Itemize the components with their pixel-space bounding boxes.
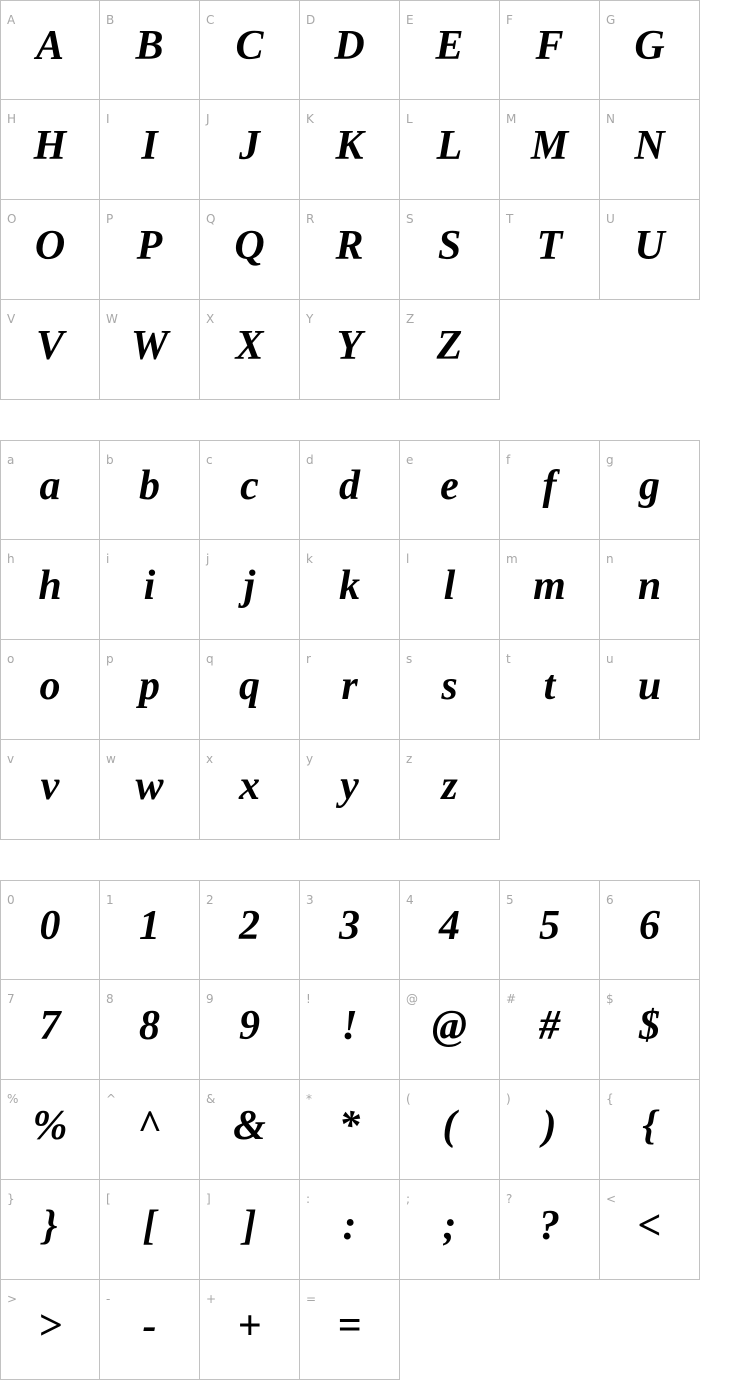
glyph-cell (100, 980, 200, 1080)
glyph-preview: > (38, 1302, 62, 1349)
cell-character-label: f (506, 453, 511, 467)
glyph-preview: ) (542, 1102, 557, 1149)
glyph-preview: T (536, 222, 563, 269)
glyph-preview: G (634, 23, 665, 69)
glyph-cell (100, 0, 200, 100)
glyph-cell (600, 540, 700, 640)
glyph-cell (300, 980, 400, 1080)
glyph-preview: I (141, 122, 158, 169)
charmap-row (0, 540, 740, 640)
cell-character-label: 9 (206, 992, 214, 1006)
glyph-cell (400, 980, 500, 1080)
glyph-cell (500, 100, 600, 200)
cell-character-label: V (7, 312, 16, 326)
cell-character-label: i (106, 552, 110, 566)
glyph-cell (300, 1080, 400, 1180)
glyph-cell (100, 1280, 200, 1380)
glyph-cell (100, 540, 200, 640)
glyph-preview: Z (436, 322, 463, 369)
glyph-cell (100, 100, 200, 200)
glyph-cell (600, 0, 700, 100)
cell-character-label: ] (206, 1192, 211, 1206)
glyph-preview: - (142, 1302, 157, 1349)
glyph-cell (500, 980, 600, 1080)
glyph-preview: m (533, 562, 566, 609)
cell-character-label: w (106, 752, 116, 766)
glyph-preview: ! (341, 1002, 358, 1049)
charmap-row (0, 880, 740, 980)
glyph-preview: N (634, 122, 665, 169)
glyph-cell (500, 1180, 600, 1280)
cell-character-label: P (106, 212, 114, 226)
glyph-preview: H (33, 122, 67, 169)
glyph-cell (100, 1080, 200, 1180)
cell-character-label: d (306, 453, 314, 467)
glyph-cell (200, 1080, 300, 1180)
glyph-cell (600, 1180, 700, 1280)
cell-character-label: 0 (7, 893, 15, 907)
glyph-preview: z (441, 762, 458, 809)
glyph-preview: O (34, 222, 66, 269)
cell-character-label: $ (606, 992, 614, 1006)
glyph-cell (400, 1180, 500, 1280)
cell-character-label: W (106, 312, 118, 326)
charmap-row (0, 1180, 740, 1280)
glyph-cell (300, 300, 400, 400)
glyph-cell (0, 440, 100, 540)
glyph-cell (600, 980, 700, 1080)
cell-character-label: Z (406, 312, 415, 326)
glyph-preview: < (637, 1202, 662, 1249)
glyph-preview: = (337, 1302, 362, 1349)
cell-character-label: 8 (106, 992, 114, 1006)
cell-character-label: < (606, 1192, 617, 1206)
glyph-cell (400, 540, 500, 640)
glyph-cell (300, 200, 400, 300)
cell-character-label: F (506, 13, 513, 27)
charmap-row (0, 440, 740, 540)
glyph-cell (0, 100, 100, 200)
glyph-cell (300, 100, 400, 200)
glyph-preview: c (240, 463, 259, 509)
glyph-cell (400, 1080, 500, 1180)
cell-character-label: 5 (506, 893, 514, 907)
glyph-preview: } (42, 1202, 58, 1249)
glyph-preview: C (235, 23, 264, 69)
charmap-row (0, 200, 740, 300)
cell-character-label: X (206, 312, 215, 326)
cell-character-label: + (206, 1292, 217, 1306)
glyph-preview: $ (639, 1002, 660, 1049)
cell-character-label: & (206, 1092, 216, 1106)
cell-character-label: B (106, 13, 115, 27)
glyph-preview: D (334, 23, 365, 69)
glyph-preview: x (239, 762, 260, 809)
cell-character-label: O (7, 212, 17, 226)
cell-character-label: Y (306, 312, 314, 326)
glyph-preview: V (35, 322, 64, 369)
cell-character-label: ? (506, 1192, 513, 1206)
glyph-cell (400, 100, 500, 200)
cell-character-label: = (306, 1292, 317, 1306)
glyph-cell (600, 640, 700, 740)
cell-character-label: v (7, 752, 15, 766)
cell-character-label: K (306, 112, 314, 126)
glyph-cell (600, 440, 700, 540)
glyph-preview: % (32, 1102, 68, 1149)
glyph-preview: Y (336, 322, 363, 369)
cell-character-label: z (406, 752, 413, 766)
cell-character-label: M (506, 112, 517, 126)
cell-character-label: * (306, 1092, 312, 1106)
cell-character-label: A (7, 13, 16, 27)
glyph-preview: y (340, 762, 359, 809)
cell-character-label: ! (306, 992, 311, 1006)
glyph-preview: [ (142, 1202, 157, 1249)
glyph-cell (0, 980, 100, 1080)
glyph-cell (400, 640, 500, 740)
glyph-preview: ? (539, 1202, 560, 1249)
glyph-cell (200, 440, 300, 540)
cell-character-label: e (406, 453, 414, 467)
cell-character-label: R (306, 212, 315, 226)
glyph-cell (200, 980, 300, 1080)
cell-character-label: n (606, 552, 614, 566)
cell-character-label: t (506, 652, 511, 666)
glyph-cell (500, 200, 600, 300)
glyph-cell (500, 440, 600, 540)
glyph-preview: 2 (239, 903, 260, 949)
cell-character-label: y (306, 752, 314, 766)
glyph-preview: P (136, 222, 163, 269)
glyph-preview: n (637, 562, 662, 609)
cell-character-label: b (106, 453, 114, 467)
cell-character-label: ; (406, 1192, 411, 1206)
cell-character-label: r (306, 652, 311, 666)
glyph-cell (200, 1180, 300, 1280)
cell-character-label: > (7, 1292, 18, 1306)
glyph-preview: @ (432, 1002, 467, 1049)
glyph-cell (0, 1180, 100, 1280)
glyph-cell (500, 540, 600, 640)
glyph-cell (300, 1180, 400, 1280)
cell-character-label: G (606, 13, 616, 27)
glyph-preview: & (233, 1102, 266, 1149)
glyph-preview: t (543, 662, 556, 709)
glyph-preview: q (239, 662, 260, 709)
cell-character-label: Q (206, 212, 216, 226)
glyph-cell (400, 740, 500, 840)
glyph-cell (100, 300, 200, 400)
glyph-preview: j (243, 562, 256, 609)
glyph-preview: o (39, 662, 61, 709)
glyph-cell (600, 1080, 700, 1180)
glyph-cell (400, 440, 500, 540)
glyph-preview: * (339, 1102, 360, 1149)
glyph-preview: h (38, 562, 62, 609)
glyph-cell (200, 1280, 300, 1380)
cell-character-label: @ (406, 992, 418, 1006)
glyph-preview: s (441, 662, 458, 709)
cell-character-label: x (206, 752, 214, 766)
glyph-preview: 6 (639, 903, 660, 949)
cell-character-label: U (606, 212, 615, 226)
glyph-cell (200, 200, 300, 300)
glyph-preview: L (436, 122, 463, 169)
cell-character-label: ^ (106, 1092, 117, 1106)
glyph-cell (100, 740, 200, 840)
glyph-preview: U (634, 222, 665, 269)
glyph-preview: 3 (339, 903, 360, 949)
cell-character-label: 6 (606, 893, 614, 907)
cell-character-label: 4 (406, 893, 414, 907)
cell-character-label: ) (506, 1092, 511, 1106)
charmap-row (0, 980, 740, 1080)
cell-character-label: # (506, 992, 517, 1006)
glyph-cell (300, 880, 400, 980)
cell-character-label: { (606, 1092, 614, 1106)
glyph-cell (100, 200, 200, 300)
cell-character-label: j (206, 552, 210, 566)
glyph-cell (0, 740, 100, 840)
cell-character-label: a (7, 453, 15, 467)
glyph-preview: # (539, 1002, 560, 1049)
glyph-cell (300, 640, 400, 740)
glyph-cell (200, 0, 300, 100)
glyph-preview: g (639, 463, 660, 509)
glyph-preview: F (535, 23, 564, 69)
glyph-preview: Q (234, 222, 265, 269)
cell-character-label: c (206, 453, 213, 467)
glyph-preview: S (437, 222, 462, 269)
glyph-preview: i (143, 562, 156, 609)
glyph-cell (600, 100, 700, 200)
cell-character-label: L (406, 112, 413, 126)
glyph-preview: a (39, 463, 61, 509)
glyph-preview: l (443, 562, 456, 609)
charmap-block-lowercase (0, 440, 740, 840)
charmap-block-uppercase (0, 0, 740, 400)
glyph-cell (600, 880, 700, 980)
glyph-preview: + (237, 1302, 262, 1349)
cell-character-label: 3 (306, 893, 314, 907)
glyph-cell (300, 740, 400, 840)
glyph-preview: b (139, 463, 160, 509)
charmap-row (0, 300, 740, 400)
glyph-preview: J (239, 122, 260, 169)
charmap-row (0, 0, 740, 100)
cell-character-label: S (406, 212, 414, 226)
cell-character-label: } (7, 1192, 15, 1206)
cell-character-label: C (206, 13, 215, 27)
glyph-preview: M (530, 122, 569, 169)
cell-character-label: l (406, 552, 410, 566)
glyph-preview: 1 (139, 903, 160, 949)
glyph-preview: 9 (239, 1002, 260, 1049)
glyph-preview: d (339, 463, 360, 509)
glyph-cell (100, 440, 200, 540)
glyph-cell (500, 0, 600, 100)
glyph-cell (100, 880, 200, 980)
glyph-cell (0, 1280, 100, 1380)
glyph-cell (0, 200, 100, 300)
glyph-preview: K (335, 122, 364, 169)
glyph-preview: e (440, 463, 459, 509)
cell-character-label: o (7, 652, 15, 666)
glyph-preview: 7 (39, 1002, 61, 1049)
glyph-preview: 8 (139, 1002, 160, 1049)
glyph-cell (0, 0, 100, 100)
glyph-preview: f (542, 463, 557, 509)
charmap-block-digits-symbols (0, 880, 740, 1380)
glyph-preview: E (435, 23, 464, 69)
glyph-cell (0, 1080, 100, 1180)
glyph-preview: X (235, 322, 264, 369)
cell-character-label: s (406, 652, 413, 666)
glyph-cell (0, 880, 100, 980)
glyph-cell (200, 300, 300, 400)
cell-character-label: D (306, 13, 316, 27)
glyph-preview: k (339, 562, 360, 609)
cell-character-label: T (506, 212, 514, 226)
cell-character-label: u (606, 652, 614, 666)
glyph-preview: W (130, 322, 169, 369)
glyph-cell (200, 640, 300, 740)
cell-character-label: q (206, 652, 214, 666)
cell-character-label: g (606, 453, 614, 467)
glyph-cell (0, 640, 100, 740)
cell-character-label: J (206, 112, 210, 126)
glyph-cell (200, 740, 300, 840)
glyph-cell (500, 880, 600, 980)
charmap-row (0, 1080, 740, 1180)
glyph-preview: ( (442, 1102, 457, 1149)
glyph-preview: { (642, 1102, 657, 1149)
cell-character-label: p (106, 652, 114, 666)
glyph-preview: 0 (39, 903, 61, 949)
glyph-cell (500, 640, 600, 740)
glyph-cell (400, 300, 500, 400)
glyph-preview: r (341, 662, 358, 709)
glyph-cell (300, 0, 400, 100)
glyph-preview: R (335, 222, 364, 269)
glyph-preview: v (40, 762, 60, 809)
glyph-cell (400, 880, 500, 980)
glyph-preview: 5 (539, 903, 560, 949)
glyph-preview: ; (442, 1202, 457, 1249)
glyph-preview: : (342, 1202, 357, 1249)
glyph-preview: 4 (439, 903, 460, 949)
glyph-cell (0, 300, 100, 400)
cell-character-label: [ (106, 1192, 111, 1206)
glyph-cell (400, 0, 500, 100)
cell-character-label: I (106, 112, 110, 126)
charmap-row (0, 640, 740, 740)
cell-character-label: % (7, 1092, 19, 1106)
glyph-cell (300, 540, 400, 640)
glyph-preview: ^ (137, 1102, 162, 1149)
glyph-preview: ] (242, 1202, 257, 1249)
glyph-cell (200, 100, 300, 200)
cell-character-label: 2 (206, 893, 214, 907)
glyph-preview: A (35, 23, 64, 69)
glyph-cell (300, 440, 400, 540)
glyph-preview: p (139, 662, 160, 709)
glyph-preview: B (135, 23, 164, 69)
glyph-cell (200, 880, 300, 980)
cell-character-label: m (506, 552, 518, 566)
glyph-cell (0, 540, 100, 640)
cell-character-label: : (306, 1192, 311, 1206)
cell-character-label: 7 (7, 992, 15, 1006)
charmap-row (0, 100, 740, 200)
glyph-preview: u (637, 662, 662, 709)
glyph-preview: w (135, 762, 164, 809)
cell-character-label: 1 (106, 893, 114, 907)
glyph-cell (100, 1180, 200, 1280)
cell-character-label: H (7, 112, 17, 126)
charmap-row (0, 1280, 740, 1380)
glyph-cell (500, 1080, 600, 1180)
cell-character-label: N (606, 112, 615, 126)
glyph-cell (100, 640, 200, 740)
cell-character-label: E (406, 13, 414, 27)
glyph-cell (200, 540, 300, 640)
glyph-cell (400, 200, 500, 300)
cell-character-label: h (7, 552, 15, 566)
cell-character-label: k (306, 552, 313, 566)
glyph-cell (300, 1280, 400, 1380)
charmap-row (0, 740, 740, 840)
glyph-cell (600, 200, 700, 300)
cell-character-label: ( (406, 1092, 411, 1106)
cell-character-label: - (106, 1292, 111, 1306)
